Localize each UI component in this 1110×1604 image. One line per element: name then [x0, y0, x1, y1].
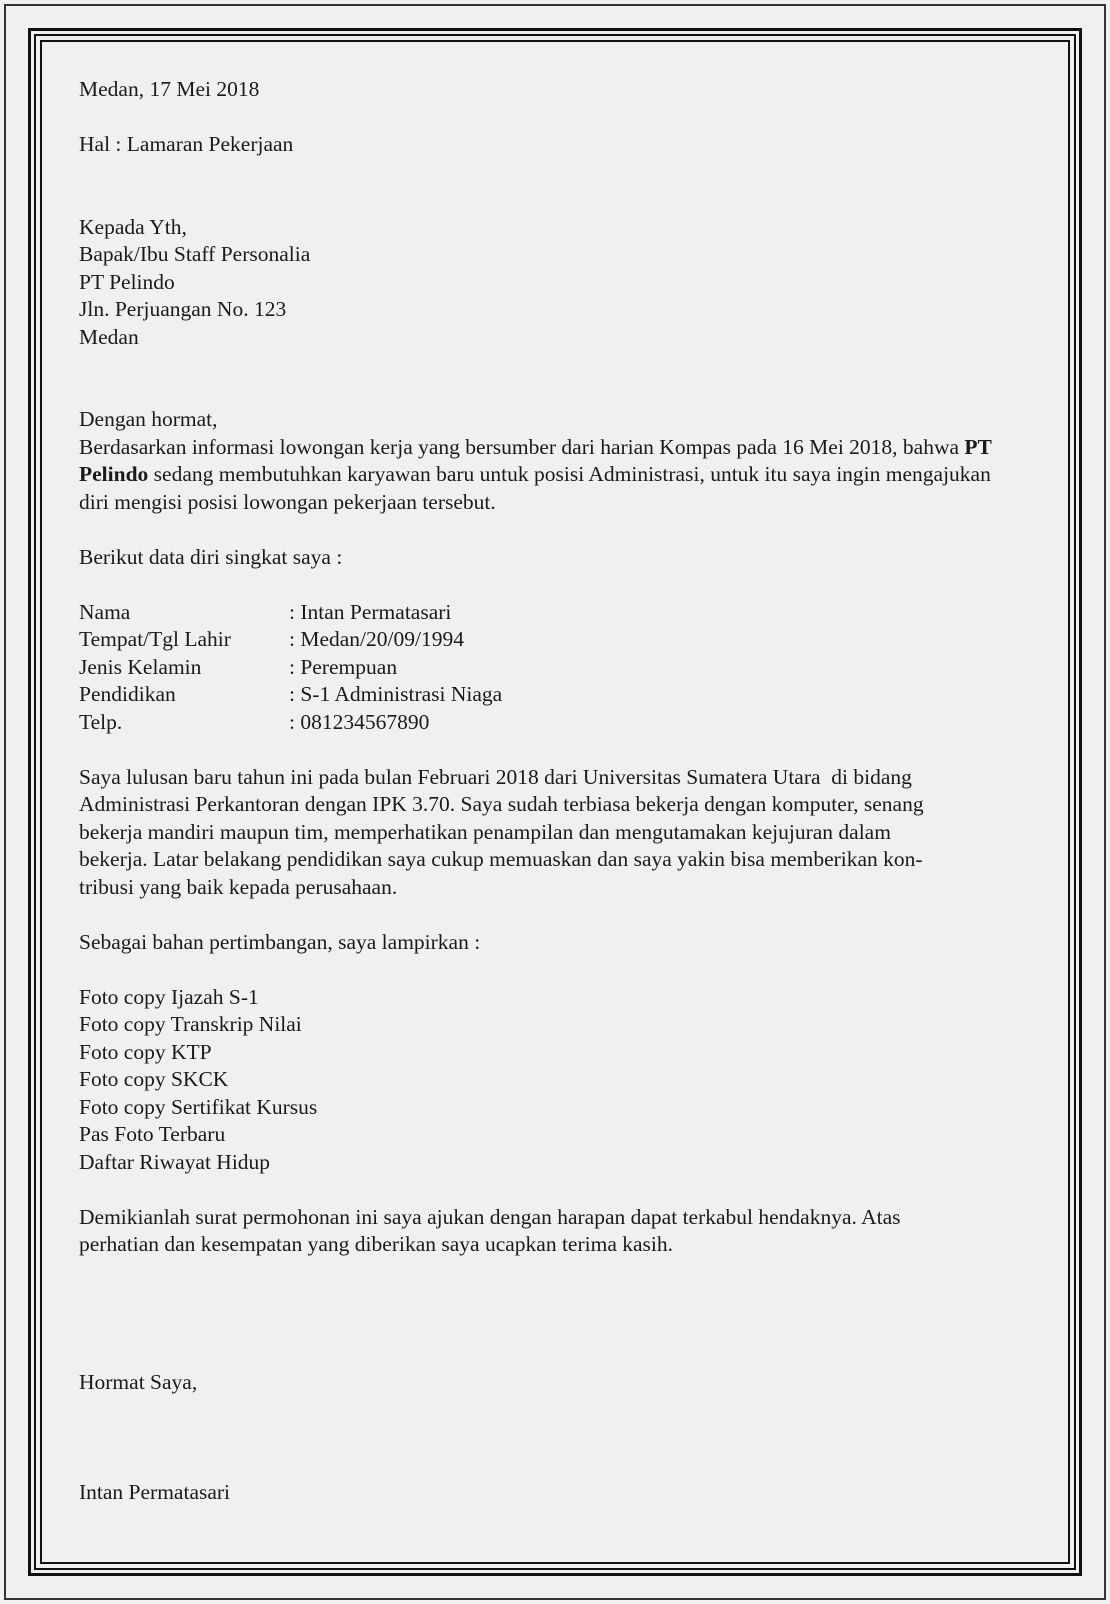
intro-text-part1: Berdasarkan informasi lowongan kerja yang bersumber dari harian Kompas pada 16 Mei 2018, bahwa	[79, 434, 965, 459]
signature-name: Intan Permatasari	[79, 1479, 231, 1504]
personal-data-row	[79, 654, 1039, 682]
attachment-item: Pas Foto Terbaru	[79, 1122, 226, 1146]
body-line: bekerja. Latar belakang pendidikan saya cukup memuaskan dan saya yakin bisa memberikan kon-	[79, 847, 923, 871]
letter-content	[79, 76, 1039, 1506]
personal-data-label: Pendidikan	[79, 682, 176, 706]
personal-data-label: Nama	[79, 599, 131, 624]
body-line: bekerja mandiri maupun tim, memperhatikan penampilan dan mengutamakan kejujuran dalam	[79, 819, 891, 844]
intro-paragraph	[79, 434, 1007, 517]
place-date: Medan, 17 Mei 2018	[79, 77, 260, 101]
recipient-block	[79, 214, 1039, 352]
attachments-intro: Sebagai bahan pertimbangan, saya lampirkan :	[79, 929, 481, 954]
body-paragraph	[79, 764, 1039, 902]
personal-data-row	[79, 626, 1039, 654]
recipient-line: Bapak/Ibu Staff Personalia	[79, 242, 311, 266]
letter-subject: Hal : Lamaran Pekerjaan	[79, 132, 294, 156]
data-intro: Berikut data diri singkat saya :	[79, 544, 343, 569]
attachment-item: Foto copy KTP	[79, 1039, 212, 1064]
intro-text-part2: sedang membutuhkan karyawan baru untuk posisi Administrasi, untuk itu saya ingin mengajukan diri mengisi posisi lowongan pekerjaan tersebut.	[79, 462, 991, 514]
personal-data-row	[79, 599, 1039, 627]
personal-data-value: : Medan/20/09/1994	[289, 627, 464, 651]
sign-off: Hormat Saya,	[79, 1369, 198, 1394]
body-line: Administrasi Perkantoran dengan IPK 3.70. Saya sudah terbiasa bekerja dengan komputer, senang	[79, 792, 924, 816]
attachment-item: Foto copy Ijazah S-1	[79, 984, 259, 1009]
personal-data-table	[79, 599, 1039, 737]
personal-data-row	[79, 681, 1039, 709]
personal-data-label: Jenis Kelamin	[79, 654, 202, 679]
recipient-line: PT Pelindo	[79, 269, 175, 294]
personal-data-value: : 081234567890	[289, 709, 430, 734]
attachments-list	[79, 984, 1039, 1177]
closing-line: perhatian dan kesempatan yang diberikan saya ucapkan terima kasih.	[79, 1232, 674, 1256]
attachment-item: Foto copy SKCK	[79, 1067, 229, 1091]
personal-data-row	[79, 709, 1039, 737]
greeting: Dengan hormat,	[79, 407, 218, 431]
body-line: Saya lulusan baru tahun ini pada bulan Februari 2018 dari Universitas Sumatera Utara di bidang	[79, 764, 912, 789]
personal-data-value: : S-1 Administrasi Niaga	[289, 682, 503, 706]
closing-paragraph	[79, 1204, 1039, 1259]
company-name-bold: PT Pelindo	[79, 434, 992, 486]
closing-line: Demikianlah surat permohonan ini saya ajukan dengan harapan dapat terkabul hendaknya. Atas	[79, 1204, 901, 1229]
recipient-line: Kepada Yth,	[79, 214, 187, 239]
personal-data-label: Telp.	[79, 709, 123, 734]
recipient-line: Jln. Perjuangan No. 123	[79, 297, 287, 321]
attachment-item: Daftar Riwayat Hidup	[79, 1149, 271, 1174]
personal-data-value: : Perempuan	[289, 654, 398, 679]
attachment-item: Foto copy Transkrip Nilai	[79, 1012, 302, 1036]
attachment-item: Foto copy Sertifikat Kursus	[79, 1094, 318, 1119]
personal-data-value: : Intan Permatasari	[289, 599, 452, 624]
recipient-line: Medan	[79, 324, 139, 349]
personal-data-label: Tempat/Tgl Lahir	[79, 627, 231, 651]
body-line: tribusi yang baik kepada perusahaan.	[79, 874, 398, 899]
